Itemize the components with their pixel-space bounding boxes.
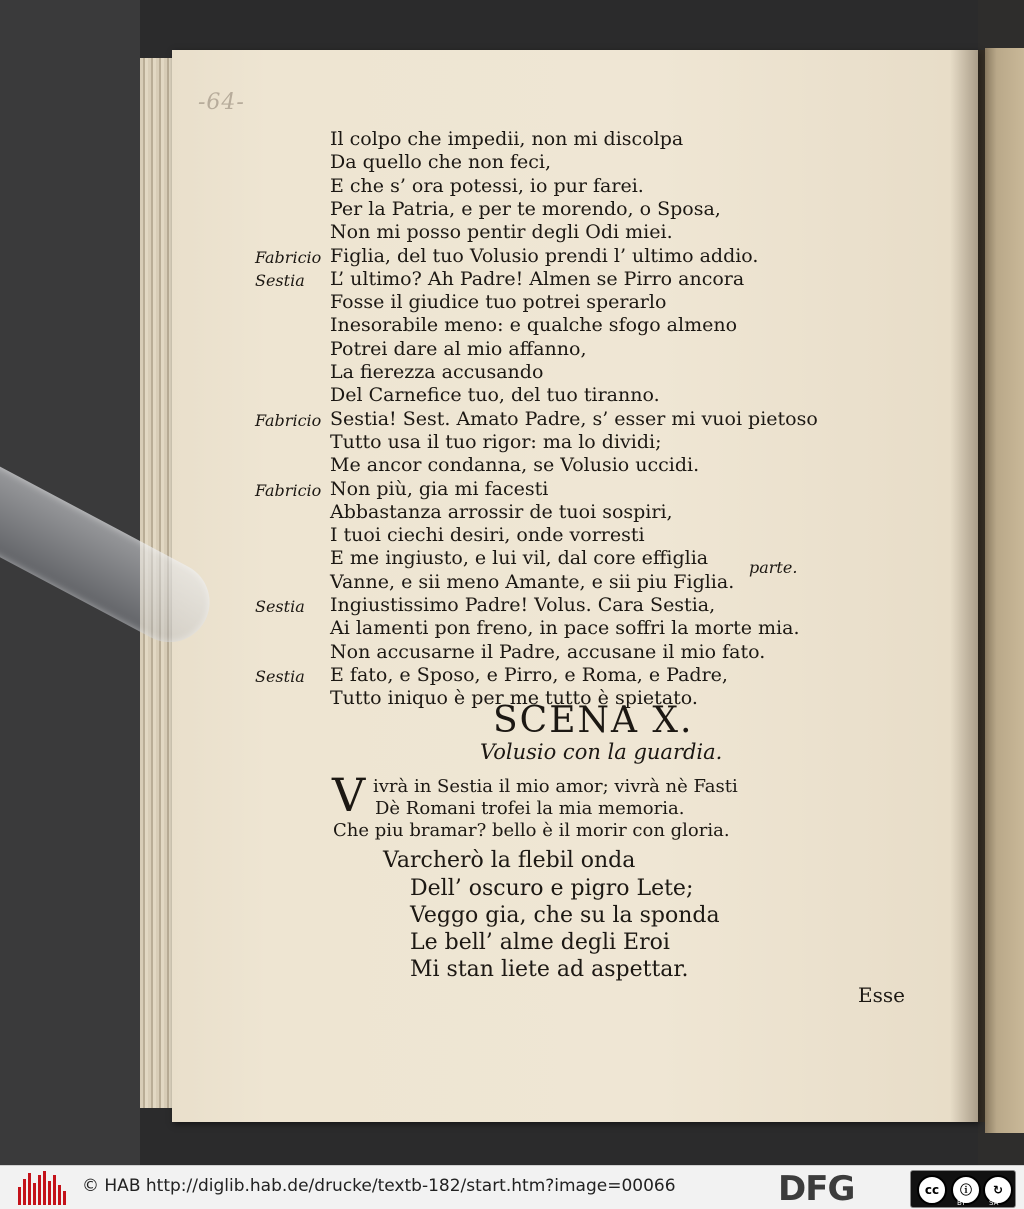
verse-line: Per la Patria, e per te morendo, o Sposa, — [330, 197, 721, 220]
cc-sa-label: SA — [989, 1199, 999, 1207]
speaker-name: Fabricio — [255, 410, 322, 430]
verse-line: Abbastanza arrossir de tuoi sospiri, — [330, 500, 673, 523]
speaker-name: Fabricio — [255, 480, 322, 500]
scene-heading: SCENA X. — [493, 700, 694, 741]
recitative-line: ivrà in Sestia il mio amor; vivrà nè Fasti — [373, 776, 738, 797]
verse-line: Potrei dare al mio affanno, — [330, 337, 587, 360]
dfg-logo[interactable]: DFG — [778, 1169, 855, 1209]
aria-line: Le bell’ alme degli Eroi — [410, 930, 670, 955]
verse-line: Del Carnefice tuo, del tuo tiranno. — [330, 384, 660, 407]
pencil-page-number: -64- — [198, 90, 245, 115]
verse-line: Tutto usa il tuo rigor: ma lo dividi; — [330, 430, 662, 453]
creative-commons-badge[interactable] — [910, 1170, 1016, 1208]
verse-line: Vanne, e sii meno Amante, e sii piu Figlia. — [330, 570, 735, 593]
share-alike-icon: ↻ — [983, 1175, 1013, 1205]
verse-line: Da quello che non feci, — [330, 151, 552, 174]
verse-line: I tuoi ciechi desiri, onde vorresti — [330, 524, 645, 547]
verse-line: Non più, gia mi facesti — [330, 477, 549, 500]
verse-line: Fosse il giudice tuo potrei sperarlo — [330, 291, 667, 314]
speaker-name: Fabricio — [255, 247, 322, 267]
verse-line: Inesorabile meno: e qualche sfogo almeno — [330, 314, 738, 337]
verse-line: Sestia! Sest. Amato Padre, s’ esser mi vuoi pietoso — [330, 407, 818, 430]
speaker-name: Sestia — [255, 270, 305, 290]
verse-line: Il colpo che impedii, non mi discolpa — [330, 128, 684, 150]
recitative-line: Dè Romani trofei la mia memoria. — [375, 798, 685, 819]
hab-logo-icon[interactable] — [18, 1171, 66, 1205]
verse-line: Figlia, del tuo Volusio prendi l’ ultimo addio. — [330, 244, 759, 267]
scene-subheading: Volusio con la guardia. — [480, 740, 723, 764]
verse-line: Me ancor condanna, se Volusio uccidi. — [330, 454, 700, 477]
verse-line: E che s’ ora potessi, io pur farei. — [330, 174, 644, 197]
aria-line: Veggo gia, che su la sponda — [410, 903, 720, 928]
verse-line: La fierezza accusando — [330, 361, 544, 383]
aria-line: Dell’ oscuro e pigro Lete; — [410, 876, 694, 901]
verse-line: E fato, e Sposo, e Pirro, e Roma, e Padre, — [330, 663, 728, 686]
verse-line: Ai lamenti pon freno, in pace soffri la morte mia. — [330, 617, 800, 640]
stage-direction-exit: parte. — [749, 558, 798, 577]
copyright-link[interactable]: © HAB http://diglib.hab.de/drucke/textb-182/start.htm?image=00066 — [82, 1176, 676, 1196]
cc-by-label: BY — [957, 1199, 966, 1207]
verse-line: E me ingiusto, e lui vil, dal core effiglia — [330, 547, 709, 570]
drop-capital: V — [332, 768, 366, 822]
verse-line: L’ ultimo? Ah Padre! Almen se Pirro ancora — [330, 267, 745, 290]
aria-line: Mi stan liete ad aspettar. — [410, 957, 689, 982]
speaker-name: Sestia — [255, 597, 305, 616]
verse-line: Non mi posso pentir degli Odi miei. — [330, 221, 673, 244]
aria-line: Varcherò la flebil onda — [383, 848, 636, 873]
attribution-icon: ⓘ — [951, 1175, 981, 1205]
speaker-name: Sestia — [255, 666, 305, 686]
verse-line: Tutto iniquo è per me tutto è spietato. — [330, 687, 698, 710]
verse-line: Non accusarne il Padre, accusane il mio fato. — [330, 640, 766, 663]
verse-line: Ingiustissimo Padre! Volus. Cara Sestia, — [330, 594, 716, 616]
cc-icon: cc — [917, 1175, 947, 1205]
recitative-line: Che piu bramar? bello è il morir con gloria. — [333, 820, 730, 841]
catchword: Esse — [858, 983, 905, 1007]
viewer-footer — [0, 1165, 1024, 1209]
